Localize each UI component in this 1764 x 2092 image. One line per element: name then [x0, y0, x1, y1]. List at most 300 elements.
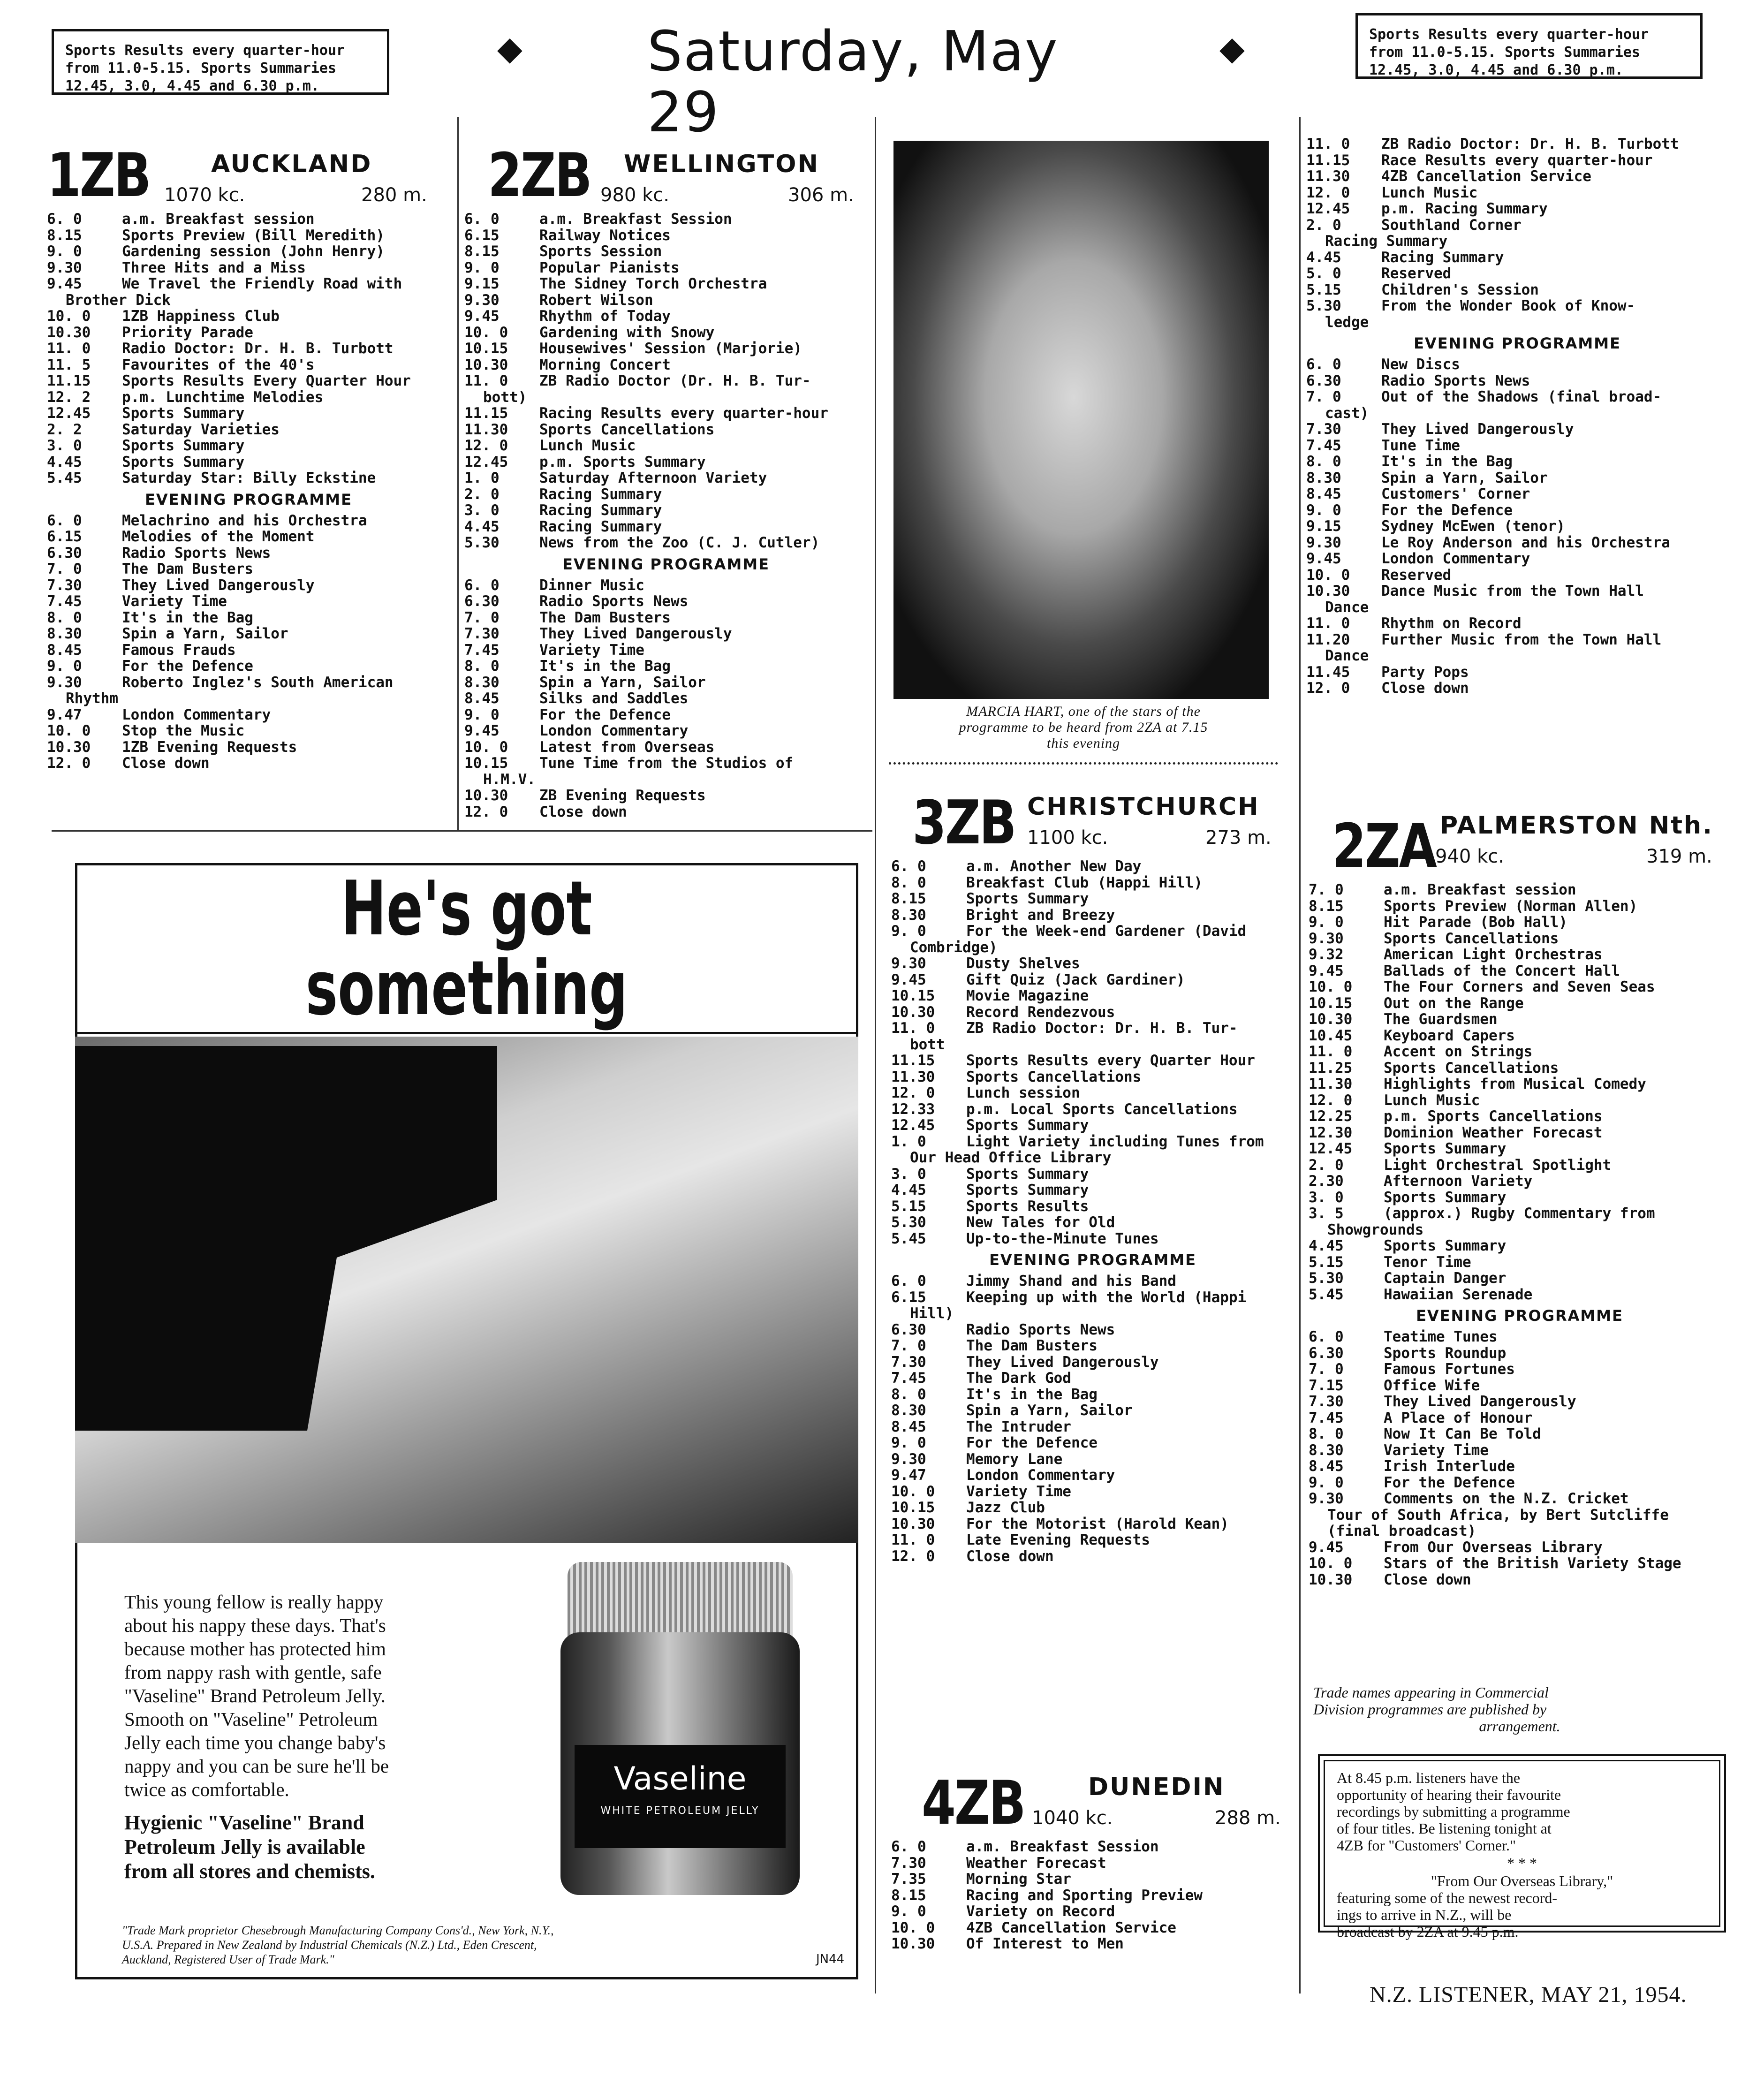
- programme-row: [891, 923, 1295, 940]
- programme-row: [891, 1004, 1295, 1021]
- programme-row: [1306, 583, 1728, 599]
- programme-time: 5.30: [1309, 1270, 1344, 1287]
- programme-row: [891, 1451, 1295, 1468]
- programme-time: 7. 0: [464, 609, 500, 626]
- programme-time: 1. 0: [891, 1133, 926, 1150]
- programme-row: [1306, 648, 1728, 664]
- programme-time: 9.32: [1309, 947, 1344, 963]
- programme-row: [47, 438, 450, 454]
- programme-title: Racing Summary: [1381, 249, 1504, 265]
- programme-row: [891, 1500, 1295, 1516]
- programme-title: Racing Summary: [539, 486, 662, 502]
- station-header: [47, 127, 450, 211]
- programme-title: Racing Summary: [539, 518, 662, 535]
- programme-row: [464, 260, 868, 276]
- programme-time: 9. 0: [1306, 502, 1341, 518]
- programme-time: 10.30: [464, 356, 508, 373]
- programme-title: Weather Forecast: [966, 1855, 1106, 1871]
- programme-row: [1309, 931, 1731, 947]
- programme-time: 12.45: [47, 405, 91, 422]
- programme-title: Racing Results every quarter-hour: [539, 405, 828, 422]
- programme-title: Radio Sports News: [539, 593, 689, 610]
- programme-row: [464, 755, 868, 772]
- programme-title: Saturday Afternoon Variety: [539, 470, 767, 486]
- programme-time: 12.25: [1309, 1108, 1353, 1125]
- programme-row: [891, 907, 1295, 924]
- programme-title: Late Evening Requests: [966, 1532, 1150, 1548]
- programme-row: [47, 642, 450, 659]
- programme-row: [891, 1435, 1295, 1451]
- programme-title: Gardening session (John Henry): [122, 243, 385, 260]
- programme-row: [464, 276, 868, 292]
- programme-time: 12. 0: [464, 438, 508, 454]
- station-2zb: [464, 127, 868, 820]
- programme-time: 3. 5: [1309, 1205, 1344, 1222]
- station-city: DUNEDIN: [1088, 1773, 1225, 1801]
- programme-row: [1306, 421, 1728, 438]
- programme-time: 11.30: [464, 421, 508, 438]
- programme-title: Roberto Inglez's South American: [122, 674, 394, 690]
- programme-row: [47, 227, 450, 244]
- programme-row: [1309, 1108, 1731, 1125]
- programme-time: 6. 0: [464, 577, 500, 593]
- programme-row: [891, 1166, 1295, 1182]
- station-city: CHRISTCHURCH: [1027, 793, 1260, 821]
- programme-row: [1309, 1141, 1731, 1157]
- evening-schedule: [1306, 356, 1728, 697]
- evening-programme-heading: EVENING PROGRAMME: [989, 1251, 1196, 1269]
- programme-time: 8. 0: [891, 1386, 926, 1402]
- programme-title: Close down: [1384, 1571, 1471, 1588]
- station-2za: [1309, 797, 1731, 1588]
- caption-line: MARCIA HART, one of the stars of the: [966, 704, 1201, 719]
- programme-title: Children's Session: [1381, 281, 1539, 298]
- programme-title: a.m. Breakfast Session: [966, 1839, 1159, 1855]
- programme-row: [47, 675, 450, 691]
- programme-title: Captain Danger: [1384, 1270, 1507, 1287]
- caption-line: programme to be heard from 2ZA at 7.15: [959, 720, 1208, 735]
- programme-row: [891, 1150, 1295, 1166]
- programme-title: Melodies of the Moment: [122, 529, 315, 545]
- programme-time: 6.15: [891, 1289, 926, 1305]
- programme-row: [1309, 1028, 1731, 1044]
- programme-row: [1306, 551, 1728, 567]
- programme-title: Melachrino and his Orchestra: [122, 512, 367, 529]
- notice-line: At 8.45 p.m. listeners have the: [1337, 1769, 1521, 1786]
- station-call-sign: 2ZA: [1332, 811, 1436, 881]
- programme-title: ledge: [1325, 314, 1369, 330]
- programme-title: The Dam Busters: [122, 561, 253, 577]
- programme-title: Sports Results every Quarter Hour: [966, 1053, 1255, 1069]
- programme-time: 9. 0: [891, 923, 926, 940]
- programme-row: [1306, 233, 1728, 250]
- programme-title: The Sidney Torch Orchestra: [539, 276, 767, 292]
- programme-title: London Commentary: [539, 723, 689, 739]
- programme-time: 10. 0: [891, 1483, 935, 1500]
- programme-title: Dance: [1325, 599, 1369, 615]
- programme-time: 10. 0: [1306, 567, 1350, 583]
- programme-row: [47, 593, 450, 610]
- day-schedule: [47, 211, 450, 486]
- programme-time: 12. 0: [891, 1548, 935, 1564]
- notice-text: [1337, 1769, 1707, 1940]
- programme-time: 8.30: [1309, 1442, 1344, 1458]
- programme-row: [891, 1289, 1295, 1306]
- programme-title: Railway Notices: [539, 227, 671, 243]
- programme-title: Sports Summary: [966, 1117, 1089, 1134]
- programme-row: [464, 486, 868, 503]
- programme-title: Sports Roundup: [1384, 1345, 1507, 1361]
- programme-row: [47, 545, 450, 561]
- programme-title: Sports Cancellations: [1384, 930, 1559, 947]
- programme-title: Light Variety including Tunes from: [966, 1133, 1264, 1150]
- programme-title: Radio Doctor: Dr. H. B. Turbott: [122, 341, 394, 357]
- station-city: PALMERSTON Nth.: [1440, 811, 1713, 840]
- programme-row: [891, 1467, 1295, 1484]
- programme-time: 7.15: [1309, 1377, 1344, 1394]
- programme-row: [47, 341, 450, 357]
- programme-time: 7. 0: [1309, 1361, 1344, 1378]
- programme-time: 6. 0: [1306, 356, 1341, 373]
- notice-line: "From Our Overseas Library,": [1431, 1872, 1613, 1889]
- marcia-hart-photo: [893, 141, 1269, 699]
- programme-row: [1306, 405, 1728, 422]
- programme-title: Robert Wilson: [539, 292, 653, 308]
- programme-title: They Lived Dangerously: [966, 1354, 1159, 1370]
- programme-time: 8.30: [464, 674, 500, 690]
- programme-time: 8.30: [891, 1402, 926, 1419]
- programme-title: Sports Summary: [1384, 1189, 1507, 1205]
- programme-title: Tune Time: [1381, 437, 1460, 454]
- programme-row: [891, 1037, 1295, 1053]
- fineprint-line: Auckland, Registered User of Trade Mark.": [122, 1953, 334, 1966]
- programme-time: 9.45: [1309, 1539, 1344, 1555]
- programme-row: [1306, 615, 1728, 632]
- column-rule: [1299, 117, 1301, 1993]
- programme-time: 11. 0: [1306, 136, 1350, 152]
- programme-row: [1309, 898, 1731, 915]
- programme-title: We Travel the Friendly Road with: [122, 276, 402, 292]
- programme-time: 11.15: [464, 405, 508, 422]
- programme-title: Sports Preview (Bill Meredith): [122, 227, 385, 243]
- programme-row: [47, 325, 450, 341]
- programme-title: A Place of Honour: [1384, 1410, 1533, 1426]
- programme-row: [1306, 438, 1728, 454]
- programme-time: 11.15: [1306, 152, 1350, 168]
- programme-title: Dusty Shelves: [966, 955, 1080, 972]
- strong-line: Petroleum Jelly is available: [124, 1835, 365, 1858]
- programme-title: Tenor Time: [1384, 1254, 1471, 1270]
- programme-title: Racing Summary: [1325, 233, 1448, 250]
- programme-title: Movie Magazine: [966, 988, 1089, 1004]
- programme-time: 11. 0: [891, 1532, 935, 1548]
- station-frequency: 1100 kc.: [1027, 827, 1108, 849]
- evening-schedule: [1309, 1329, 1731, 1588]
- programme-time: 12.45: [464, 454, 508, 470]
- programme-row: [1306, 282, 1728, 298]
- programme-row: [47, 243, 450, 260]
- programme-row: [891, 1069, 1295, 1085]
- programme-row: [1306, 217, 1728, 234]
- programme-time: 7.45: [1306, 437, 1341, 454]
- vaseline-jar-lid: [568, 1562, 793, 1642]
- programme-row: [891, 1419, 1295, 1435]
- programme-title: Office Wife: [1384, 1377, 1480, 1394]
- programme-row: [1309, 1190, 1731, 1206]
- programme-time: 10.15: [891, 1500, 935, 1516]
- programme-time: 12.33: [891, 1101, 935, 1117]
- programme-time: 4.45: [1306, 249, 1341, 265]
- programme-title: Favourites of the 40's: [122, 356, 315, 373]
- body-line: "Vaseline" Brand Petroleum Jelly.: [124, 1685, 386, 1706]
- programme-title: Our Head Office Library: [910, 1150, 1112, 1166]
- programme-row: [1306, 136, 1728, 152]
- programme-title: Irish Interlude: [1384, 1458, 1515, 1475]
- ornament-left: ◆: [497, 30, 522, 67]
- body-line: because mother has protected him: [124, 1638, 386, 1660]
- programme-row: [464, 658, 868, 675]
- station-call-sign: 1ZB: [47, 141, 150, 211]
- programme-time: 8.45: [464, 690, 500, 707]
- sports-box-line: from 11.0-5.15. Sports Summaries: [1369, 44, 1640, 61]
- programme-time: 11.30: [1306, 168, 1350, 185]
- programme-title: cast): [1325, 405, 1369, 421]
- programme-row: [47, 513, 450, 529]
- programme-time: 5.45: [891, 1230, 926, 1247]
- programme-time: 6.15: [47, 529, 82, 545]
- programme-time: 12. 2: [47, 389, 91, 405]
- programme-title: London Commentary: [1381, 551, 1530, 567]
- programme-time: 7.30: [891, 1855, 926, 1871]
- sports-results-box-left: [52, 29, 389, 95]
- programme-time: 9.30: [464, 292, 500, 308]
- programme-row: [47, 610, 450, 626]
- body-line: nappy and you can be sure he'll be: [124, 1755, 389, 1777]
- station-4zb: [891, 1754, 1295, 1952]
- body-line: about his nappy these days. That's: [124, 1614, 386, 1636]
- programme-time: 9.15: [1306, 518, 1341, 535]
- programme-time: 2. 0: [1306, 217, 1341, 233]
- programme-title: Out of the Shadows (final broad-: [1381, 389, 1662, 405]
- programme-title: a.m. Breakfast Session: [539, 211, 732, 227]
- programme-title: a.m. Breakfast session: [122, 211, 315, 227]
- programme-time: 10.15: [891, 988, 935, 1004]
- programme-time: 6.30: [464, 593, 500, 610]
- programme-title: Comments on the N.Z. Cricket: [1384, 1491, 1629, 1507]
- programme-row: [891, 988, 1295, 1004]
- programme-time: 3. 0: [891, 1166, 926, 1182]
- programme-title: Saturday Star: Billy Eckstine: [122, 470, 376, 486]
- programme-time: 9. 0: [1309, 1474, 1344, 1491]
- programme-row: [1309, 1394, 1731, 1410]
- programme-time: 5.45: [1309, 1286, 1344, 1303]
- station-1zb: [47, 127, 450, 772]
- programme-time: 8.15: [1309, 898, 1344, 914]
- programme-row: [464, 577, 868, 594]
- programme-title: Priority Parade: [122, 324, 253, 341]
- programme-row: [47, 723, 450, 739]
- programme-row: [464, 227, 868, 244]
- programme-row: [464, 454, 868, 470]
- programme-time: 9.30: [891, 1451, 926, 1467]
- sports-results-box-right: [1355, 13, 1703, 79]
- programme-row: [1309, 1555, 1731, 1572]
- programme-row: [891, 1936, 1295, 1952]
- programme-row: [1309, 1426, 1731, 1442]
- programme-time: 11. 0: [1309, 1044, 1353, 1060]
- programme-title: Up-to-the-Minute Tunes: [966, 1230, 1159, 1247]
- programme-row: [464, 389, 868, 406]
- programme-time: 11.15: [47, 373, 91, 389]
- programme-title: Sports Summary: [122, 405, 245, 422]
- programme-row: [1306, 632, 1728, 648]
- programme-title: Hill): [910, 1305, 954, 1322]
- programme-time: 12. 0: [47, 755, 91, 772]
- programme-title: For the Week-end Gardener (David: [966, 923, 1247, 940]
- programme-title: Stars of the British Variety Stage: [1384, 1555, 1681, 1572]
- programme-time: 8.30: [47, 626, 82, 642]
- programme-row: [1309, 1238, 1731, 1254]
- station-header: [891, 774, 1295, 858]
- programme-time: 12. 0: [1306, 184, 1350, 201]
- programme-row: [1309, 1572, 1731, 1588]
- programme-title: 4ZB Cancellation Service: [966, 1919, 1176, 1936]
- programme-row: [464, 502, 868, 519]
- programme-row: [47, 389, 450, 406]
- programme-time: 10. 0: [891, 1919, 935, 1936]
- advert-body-text: [124, 1590, 509, 1801]
- programme-time: 11. 5: [47, 356, 91, 373]
- programme-time: 6. 0: [47, 211, 82, 227]
- programme-title: Highlights from Musical Comedy: [1384, 1076, 1646, 1092]
- programme-time: 8. 0: [464, 658, 500, 675]
- programme-title: ZB Radio Doctor: Dr. H. B. Turbott: [1381, 136, 1679, 152]
- programme-row: [1309, 1491, 1731, 1507]
- programme-row: [1306, 454, 1728, 470]
- body-line: from nappy rash with gentle, safe: [124, 1661, 382, 1683]
- notice-line: broadcast by 2ZA at 9.45 p.m.: [1337, 1923, 1519, 1940]
- programme-time: 10.30: [47, 739, 91, 755]
- programme-title: (approx.) Rugby Commentary from: [1384, 1205, 1655, 1222]
- programme-time: 8.15: [464, 243, 500, 260]
- programme-title: Sports Preview (Norman Allen): [1384, 898, 1638, 914]
- programme-title: From Our Overseas Library: [1384, 1539, 1603, 1555]
- station-call-sign: 2ZB: [488, 141, 591, 211]
- programme-time: 8.30: [891, 907, 926, 923]
- station-call-sign: 3ZB: [912, 788, 1015, 858]
- programme-time: 3. 0: [464, 502, 500, 519]
- programme-title: p.m. Lunchtime Melodies: [122, 389, 324, 405]
- programme-time: 12.45: [1309, 1141, 1353, 1157]
- programme-row: [891, 1117, 1295, 1134]
- programme-title: It's in the Bag: [122, 609, 253, 626]
- programme-time: 10. 0: [1309, 1555, 1353, 1572]
- evening-programme-heading: EVENING PROGRAMME: [562, 555, 770, 573]
- programme-row: [891, 1020, 1295, 1037]
- programme-time: 7.45: [891, 1370, 926, 1387]
- programme-time: 10.15: [1309, 995, 1353, 1011]
- programme-title: Keyboard Capers: [1384, 1027, 1515, 1044]
- programme-row: [891, 1338, 1295, 1354]
- programme-time: 6.30: [891, 1321, 926, 1338]
- day-schedule-continued: [1306, 136, 1728, 330]
- programme-title: Saturday Varieties: [122, 421, 280, 438]
- programme-row: [891, 1231, 1295, 1247]
- programme-time: 7. 0: [1306, 389, 1341, 405]
- programme-row: [464, 642, 868, 659]
- programme-title: Accent on Strings: [1384, 1044, 1533, 1060]
- programme-row: [891, 1354, 1295, 1371]
- programme-title: Ballads of the Concert Hall: [1384, 963, 1620, 979]
- programme-time: 11. 0: [47, 341, 91, 357]
- programme-title: Variety Time: [122, 593, 227, 610]
- programme-row: [1309, 1044, 1731, 1060]
- programme-time: 4.45: [891, 1182, 926, 1198]
- programme-time: 11.30: [891, 1069, 935, 1085]
- programme-title: Sports Cancellations: [1384, 1060, 1559, 1076]
- programme-title: Sports Cancellations: [966, 1069, 1142, 1085]
- programme-row: [464, 610, 868, 626]
- programme-time: 7.30: [47, 577, 82, 593]
- programme-time: 9. 0: [47, 243, 82, 260]
- programme-title: Latest from Overseas: [539, 739, 715, 755]
- programme-time: 9.45: [47, 276, 82, 292]
- programme-title: New Tales for Old: [966, 1214, 1115, 1231]
- programme-row: [891, 1903, 1295, 1920]
- programme-row: [47, 422, 450, 438]
- programme-title: H.M.V.: [483, 771, 536, 788]
- programme-row: [1306, 470, 1728, 486]
- station-city: WELLINGTON: [624, 150, 819, 178]
- photo-caption: [891, 704, 1276, 751]
- programme-time: 5.15: [1306, 281, 1341, 298]
- programme-row: [891, 1920, 1295, 1936]
- programme-time: 4.45: [464, 518, 500, 535]
- programme-time: 8.45: [891, 1418, 926, 1435]
- programme-row: [464, 593, 868, 610]
- programme-time: 9. 0: [1309, 914, 1344, 931]
- programme-title: Dance: [1325, 648, 1369, 664]
- programme-row: [1309, 979, 1731, 995]
- station-wavelength: 273 m.: [1205, 827, 1272, 849]
- programme-row: [1306, 389, 1728, 405]
- programme-title: Tour of South Africa, by Bert Sutcliffe: [1327, 1507, 1669, 1523]
- programme-row: [464, 626, 868, 642]
- programme-row: [1309, 1458, 1731, 1475]
- programme-row: [1309, 1173, 1731, 1190]
- programme-row: [464, 357, 868, 373]
- programme-row: [1309, 1205, 1731, 1222]
- notice-line: 4ZB for "Customers' Corner.": [1337, 1837, 1516, 1854]
- programme-row: [1309, 1287, 1731, 1303]
- programme-time: 9.47: [47, 706, 82, 723]
- programme-row: [1306, 486, 1728, 502]
- programme-title: The Four Corners and Seven Seas: [1384, 979, 1655, 995]
- programme-title: Sports Summary: [1384, 1141, 1507, 1157]
- body-line: Smooth on "Vaseline" Petroleum: [124, 1708, 378, 1730]
- station-wavelength: 306 m.: [788, 184, 854, 206]
- decorative-divider: [889, 762, 1278, 769]
- programme-title: Radio Sports News: [966, 1321, 1115, 1338]
- sports-box-line: from 11.0-5.15. Sports Summaries: [65, 60, 336, 76]
- programme-row: [1309, 1410, 1731, 1426]
- programme-row: [47, 211, 450, 227]
- programme-time: 8.15: [891, 891, 926, 907]
- programme-row: [1309, 914, 1731, 931]
- programme-row: [1309, 1157, 1731, 1174]
- programme-title: For the Defence: [966, 1435, 1098, 1451]
- body-line: Jelly each time you change baby's: [124, 1732, 386, 1753]
